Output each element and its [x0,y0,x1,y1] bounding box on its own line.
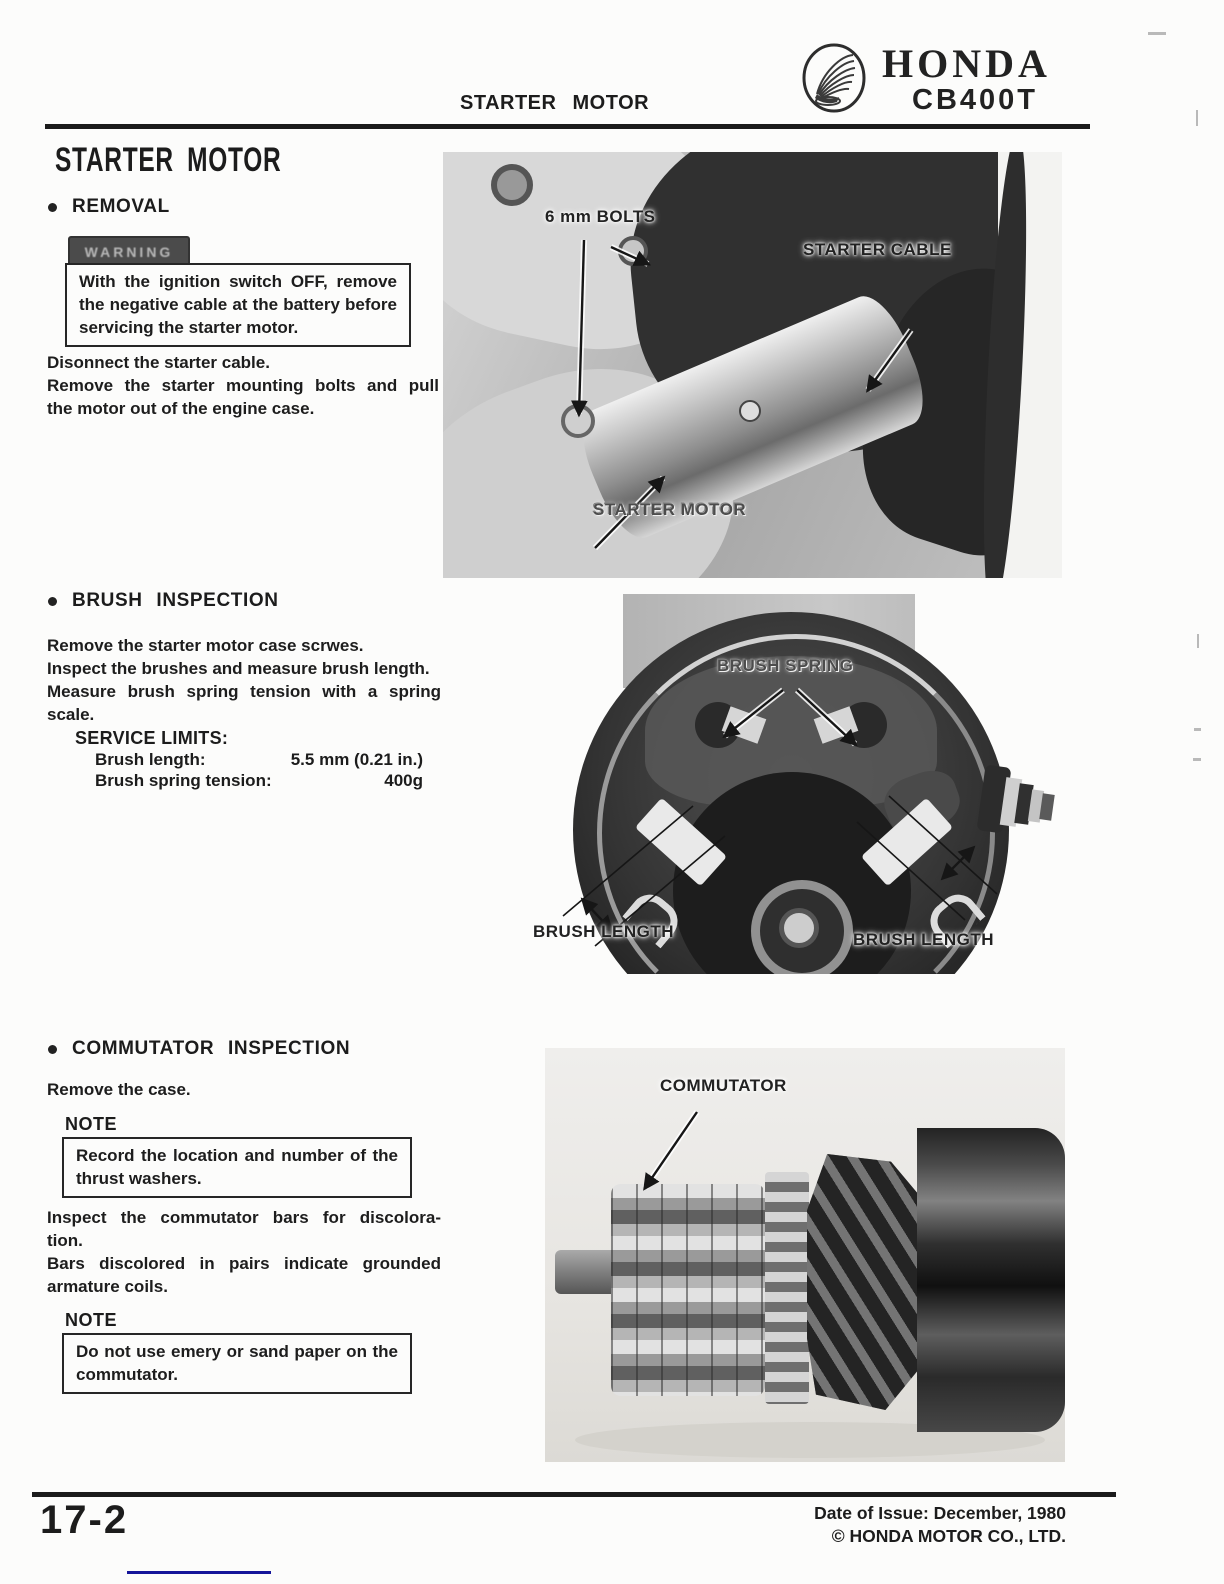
brand-model: CB400T [912,84,1038,116]
photo-label-starter-cable: STARTER CABLE [803,240,952,259]
paragraph-line: Remove the starter motor case scrwes. [47,636,364,655]
paragraph-line: Measure brush spring tension with a spring [47,682,441,701]
note-line: commutator. [76,1365,179,1384]
brush-photo-arrows [545,594,1065,974]
warning-line: servicing the starter motor. [79,318,299,337]
spec-value: 400g [384,771,423,790]
paragraph-line: Bars discolored in pairs indicate grounded [47,1254,441,1273]
paragraph-line: the motor out of the engine case. [47,399,315,418]
spec-label: Brush length: [95,750,206,769]
photo-label-brush-spring: BRUSH SPRING [717,656,854,675]
note-label: NOTE [65,1310,118,1330]
removal-photo-arrows [443,152,1062,578]
photo-label-brush-length-left: BRUSH LENGTH [533,922,675,941]
warning-line: the negative cable at the battery before [79,295,397,314]
scan-artifact [1197,634,1199,648]
spec-row [95,770,423,791]
section-heading-label: REMOVAL [72,196,170,217]
section-heading-removal [48,196,170,218]
paragraph-line: scale. [47,705,95,724]
note-label: NOTE [65,1114,118,1134]
note-box-1 [62,1137,412,1198]
spec-row [95,749,423,770]
scan-blue-line [127,1571,271,1574]
paragraph-line: armature coils. [47,1277,168,1296]
warning-line: With the ignition switch OFF, remove [79,272,397,291]
paragraph-line: Disonnect the starter cable. [47,353,270,372]
page-title: STARTER MOTOR [55,141,282,179]
paragraph-line: tion. [47,1231,83,1250]
photo-label-bolts: 6 mm BOLTS [545,207,656,226]
paragraph-line: Inspect the commutator bars for discolora- [47,1208,441,1227]
commutator-photo-arrows [545,1048,1065,1462]
copyright: © HONDA MOTOR CO., LTD. [831,1526,1066,1546]
header-rule [45,124,1090,129]
spec-value: 5.5 mm (0.21 in.) [290,750,423,769]
scan-artifact [1193,758,1201,761]
spec-label: Brush spring tension: [95,771,272,790]
running-title: STARTER MOTOR [460,92,650,114]
photo-label-brush-length-right: BRUSH LENGTH [853,930,995,949]
bullet-icon [48,1045,57,1054]
warning-box [65,263,411,347]
service-limits-label: SERVICE LIMITS: [75,728,229,748]
brand-name: HONDA [882,41,1051,86]
removal-paragraph [47,351,439,420]
removal-photo [443,152,1062,578]
date-of-issue: Date of Issue: December, 1980 [814,1503,1066,1523]
warning-tab-label: WARNING [84,243,174,260]
commutator-paragraph-2 [47,1206,441,1298]
scan-artifact [1148,32,1166,35]
section-heading-brush-inspection [48,590,279,612]
note-line: thrust washers. [76,1169,202,1188]
bullet-icon [48,597,57,606]
bullet-icon [48,203,57,212]
footer-info [700,1502,1066,1548]
scan-artifact [1194,728,1201,731]
brush-photo [533,594,1065,974]
commutator-paragraph-1: Remove the case. [47,1080,191,1099]
page-number: 17-2 [40,1498,129,1542]
photo-label-starter-motor: STARTER MOTOR [593,500,747,519]
section-heading-label: BRUSH INSPECTION [72,590,279,611]
paragraph-line: Remove the starter mounting bolts and pull [47,376,439,395]
paragraph-line: Inspect the brushes and measure brush length. [47,659,430,678]
photo-label-commutator: COMMUTATOR [660,1076,787,1095]
honda-wing-icon [801,42,867,114]
brush-paragraph [47,634,441,726]
note-line: Do not use emery or sand paper on the [76,1342,398,1361]
service-limits-table [95,749,423,791]
section-heading-commutator-inspection [48,1038,350,1060]
commutator-photo [545,1048,1065,1462]
scan-artifact [1196,110,1198,126]
section-heading-label: COMMUTATOR INSPECTION [72,1038,351,1059]
footer-rule [32,1492,1116,1497]
note-box-2 [62,1333,412,1394]
note-line: Record the location and number of the [76,1146,398,1165]
